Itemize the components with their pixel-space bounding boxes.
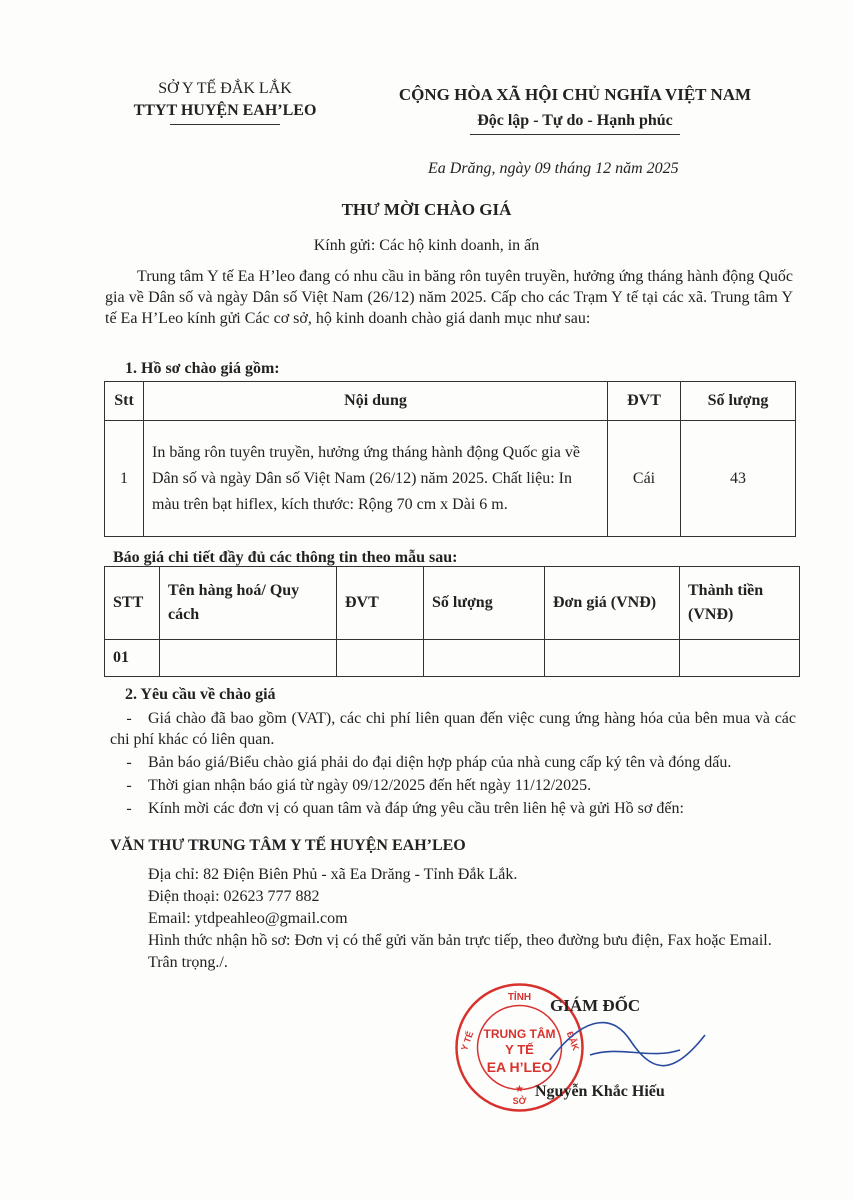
- table-row: [105, 421, 796, 537]
- signer-title: GIÁM ĐỐC: [550, 996, 641, 1015]
- department-name: SỞ Y TẾ ĐẮK LẮK: [158, 80, 292, 97]
- quote-template-table: [104, 566, 800, 677]
- star-icon: ★: [515, 1084, 524, 1095]
- row-stt: 01: [105, 640, 160, 677]
- col-qty: Số lượng: [681, 382, 796, 421]
- document-title: THƯ MỜI CHÀO GIÁ: [341, 200, 512, 219]
- row-qty: [424, 640, 545, 677]
- national-motto: [370, 82, 780, 135]
- closing: Trân trọng./.: [148, 954, 228, 971]
- list-item: - Thời gian nhận báo giá từ ngày 09/12/2025 đến hết ngày 11/12/2025.: [126, 777, 592, 794]
- row-qty: 43: [681, 421, 796, 537]
- issuing-agency: [95, 78, 355, 125]
- col-stt: Stt: [105, 382, 144, 421]
- row-unit-price: [545, 640, 680, 677]
- table-header-row: [105, 382, 796, 421]
- contact-phone: Điện thoại: 02623 777 882: [148, 888, 320, 905]
- motto: Độc lập - Tự do - Hạnh phúc: [477, 112, 673, 129]
- section-1-heading: 1. Hồ sơ chào giá gồm:: [125, 360, 280, 377]
- table-row: [105, 640, 800, 677]
- section-2-heading: 2. Yêu cầu về chào giá: [125, 686, 276, 703]
- seal-line2: Y TẾ: [505, 1042, 534, 1057]
- row-unit: [337, 640, 424, 677]
- recipient-office: VĂN THƯ TRUNG TÂM Y TẾ HUYỆN EAH’LEO: [110, 837, 466, 854]
- col-unit: ĐVT: [337, 567, 424, 640]
- date-line: Ea Drăng, ngày 09 tháng 12 năm 2025: [428, 160, 679, 177]
- list-item: - Giá chào đã bao gồm (VAT), các chi phí liên quan đến việc cung ứng hàng hóa của bên mua và các chi phí khác có liên quan.: [110, 710, 796, 748]
- contact-email: Email: ytdpeahleo@gmail.com: [148, 910, 348, 927]
- row-content: In băng rôn tuyên truyền, hưởng ứng tháng hành động Quốc gia về Dân số và ngày Dân số Việt Nam (26/12) năm 2025. Chất liệu: In màu trên bạt hiflex, kích thước: Rộng 70 cm x Dài 6 m.: [144, 421, 608, 537]
- row-unit: Cái: [608, 421, 681, 537]
- seal-top-text: TỈNH: [507, 992, 532, 1003]
- intro-text: Trung tâm Y tế Ea H’leo đang có nhu cầu in băng rôn tuyên truyền, hưởng ứng tháng hành động Quốc gia về Dân số và ngày Dân số Việt Nam (26/12) năm 2025. Cấp cho các Trạm Y tế tại các xã. Trung tâm Y tế Ea H’Leo kính gửi Các cơ sở, hộ kinh doanh chào giá danh mục như sau:: [105, 268, 793, 327]
- col-stt: STT: [105, 567, 160, 640]
- requirements-list: [110, 708, 796, 821]
- quote-form-heading: Báo giá chi tiết đầy đủ các thông tin theo mẫu sau:: [113, 549, 458, 566]
- handwritten-signature: [530, 1000, 730, 1090]
- contact-block: [110, 864, 796, 974]
- col-qty: Số lượng: [424, 567, 545, 640]
- items-table: [104, 381, 796, 537]
- greeting: Kính gửi: Các hộ kinh doanh, in ấn: [313, 237, 540, 254]
- col-unit: ĐVT: [608, 382, 681, 421]
- list-item: - Kính mời các đơn vị có quan tâm và đáp ứng yêu cầu trên liên hệ và gửi Hồ sơ đến:: [126, 800, 684, 817]
- col-content: Nội dung: [144, 382, 608, 421]
- col-total: Thành tiền (VNĐ): [680, 567, 800, 640]
- row-stt: 1: [105, 421, 144, 537]
- seal-right-text: ĐẮK: [564, 1030, 581, 1052]
- seal-bottom-text: SỞ: [512, 1096, 527, 1106]
- country-name: CỘNG HÒA XÃ HỘI CHỦ NGHĨA VIỆT NAM: [398, 85, 752, 104]
- header-left-underline: [170, 124, 280, 125]
- row-item-name: [160, 640, 337, 677]
- seal-line1: TRUNG TÂM: [483, 1027, 556, 1041]
- center-name: TTYT HUYỆN EAH’LEO: [133, 102, 317, 119]
- col-item-name: Tên hàng hoá/ Quy cách: [160, 567, 337, 640]
- contact-address: Địa chỉ: 82 Điện Biên Phủ - xã Ea Drăng - Tỉnh Đắk Lắk.: [148, 866, 518, 883]
- intro-paragraph: [105, 266, 793, 329]
- signer-name: Nguyễn Khắc Hiếu: [535, 1083, 665, 1100]
- motto-underline: [470, 134, 680, 135]
- submission-method: Hình thức nhận hồ sơ: Đơn vị có thể gửi văn bản trực tiếp, theo đường bưu điện, Fax hoặc Email.: [148, 932, 772, 949]
- seal-left-text: Y TẾ: [459, 1029, 476, 1053]
- list-item: - Bản báo giá/Biểu chào giá phải do đại diện hợp pháp của nhà cung cấp ký tên và đóng dấu.: [126, 754, 732, 771]
- table-header-row: [105, 567, 800, 640]
- seal-line3: EA H’LEO: [486, 1059, 553, 1075]
- row-total: [680, 640, 800, 677]
- col-unit-price: Đơn giá (VNĐ): [545, 567, 680, 640]
